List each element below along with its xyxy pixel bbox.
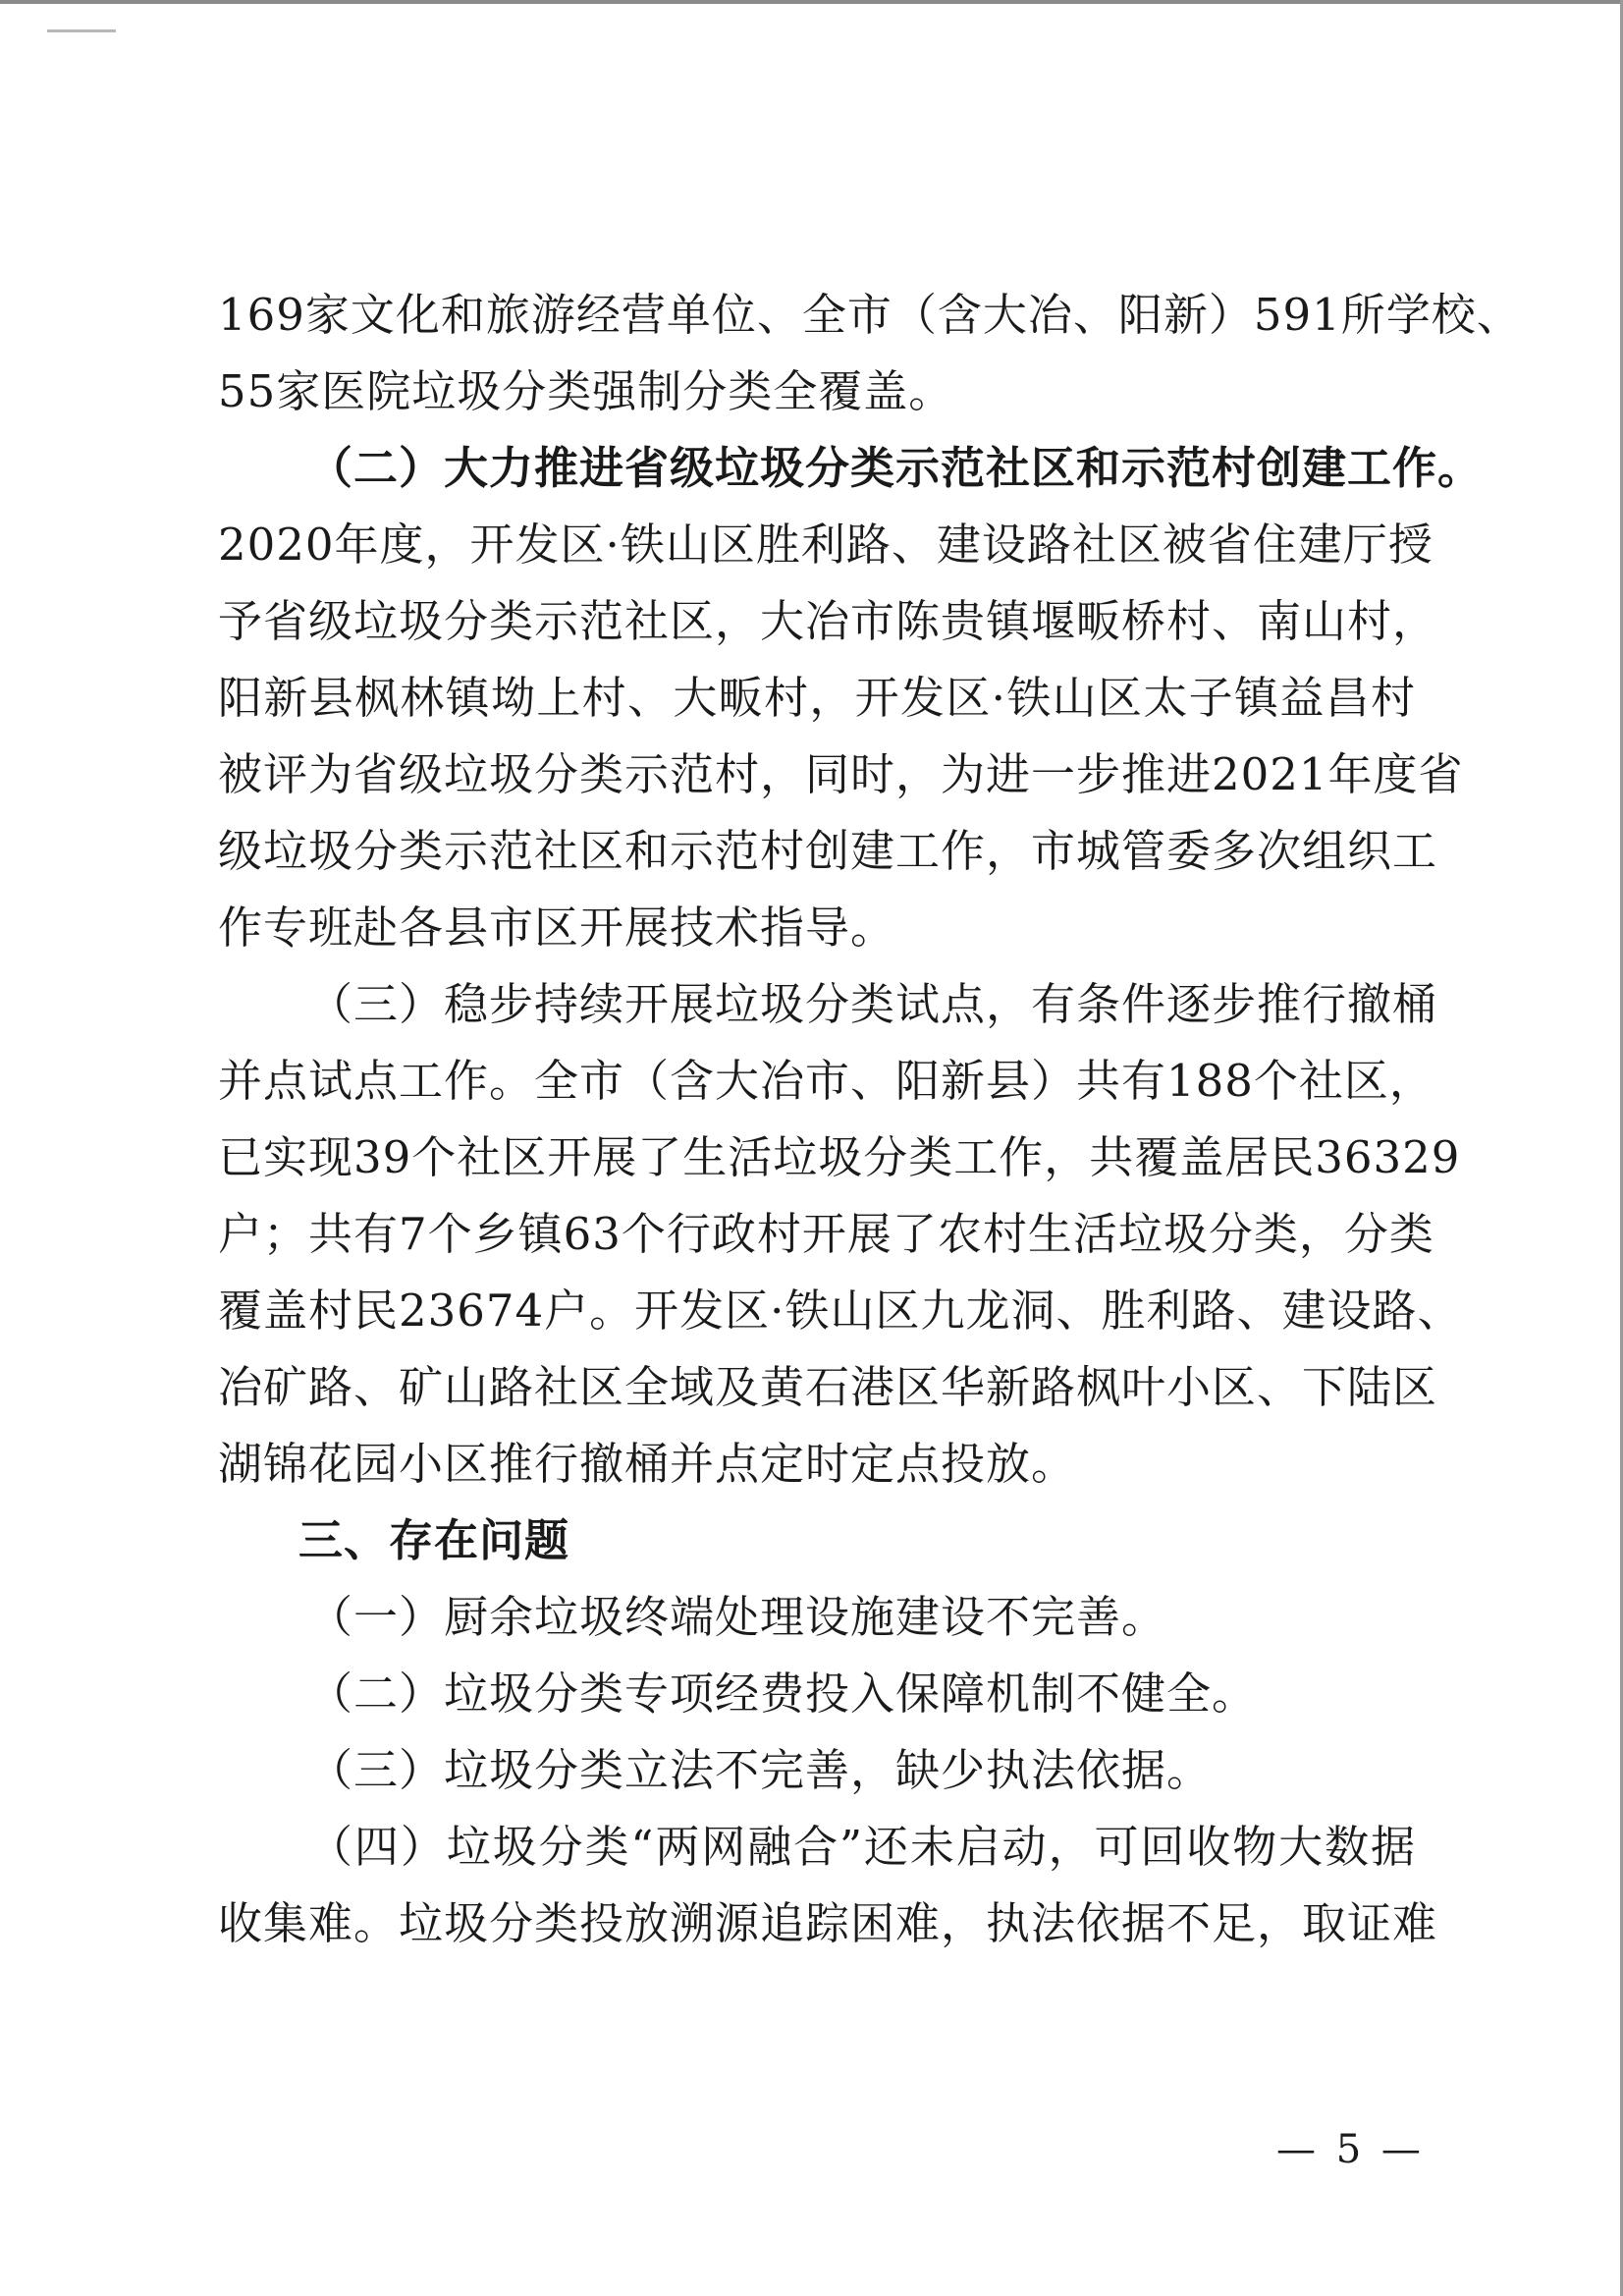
text-line: 级垃圾分类示范社区和示范村创建工作，市城管委多次组织工 [218, 825, 1438, 877]
problem-item: （二）垃圾分类专项经费投入保障机制不健全。 [308, 1667, 1258, 1720]
problem-item: （四）垃圾分类“两网融合”还未启动，可回收物大数据 [308, 1821, 1416, 1873]
text-line: 户；共有7个乡镇63个行政村开展了农村生活垃圾分类，分类 [218, 1208, 1434, 1260]
text-line: 冶矿路、矿山路社区全域及黄石港区华新路枫叶小区、下陆区 [218, 1361, 1438, 1413]
paragraph-pilot-program [218, 966, 1463, 1503]
text-line: 2020年度，开发区·铁山区胜利路、建设路社区被省住建厅授 [218, 519, 1434, 571]
text-line: 并点试点工作。全市（含大冶市、阳新县）共有188个社区， [218, 1055, 1434, 1107]
paragraph-demo-community [218, 430, 1484, 966]
section-title: 三、存在问题 [298, 1514, 570, 1566]
page-body [218, 277, 1522, 1962]
text-line: 收集难。垃圾分类投放溯源追踪困难，执法依据不足，取证难 [218, 1897, 1438, 1949]
text-line: 阳新县枫林镇坳上村、大畈村，开发区·铁山区太子镇益昌村 [218, 672, 1416, 724]
text-line: 已实现39个社区开展了生活垃圾分类工作，共覆盖居民36329 [218, 1131, 1461, 1183]
paragraph-school-coverage [218, 277, 1522, 430]
paragraph-heading: （二）大力推进省级垃圾分类示范社区和示范村创建工作。 [308, 442, 1484, 494]
text-line: 作专班赴各县市区开展技术指导。 [218, 902, 896, 954]
text-line: 湖锦花园小区推行撤桶并点定时定点投放。 [218, 1438, 1077, 1490]
problem-item: （三）垃圾分类立法不完善，缺少执法依据。 [308, 1744, 1213, 1796]
scan-edge-top [0, 0, 1623, 4]
text-line: （三）稳步持续开展垃圾分类试点，有条件逐步推行撤桶 [308, 978, 1438, 1030]
scan-mark [47, 29, 116, 32]
section-problems [218, 1503, 1438, 1962]
text-line: 被评为省级垃圾分类示范村，同时，为进一步推进2021年度省 [218, 748, 1464, 800]
page-number: — 5 — [1276, 2127, 1425, 2172]
text-line: 169家文化和旅游经营单位、全市（含大冶、阳新）591所学校、 [218, 289, 1522, 341]
text-line: 覆盖村民23674户。开发区·铁山区九龙洞、胜利路、建设路、 [218, 1285, 1463, 1337]
problem-item: （一）厨余垃圾终端处理设施建设不完善。 [308, 1591, 1167, 1643]
text-line: 予省级垃圾分类示范社区，大冶市陈贵镇堰畈桥村、南山村， [218, 595, 1438, 647]
text-line: 55家医院垃圾分类强制分类全覆盖。 [218, 365, 954, 417]
